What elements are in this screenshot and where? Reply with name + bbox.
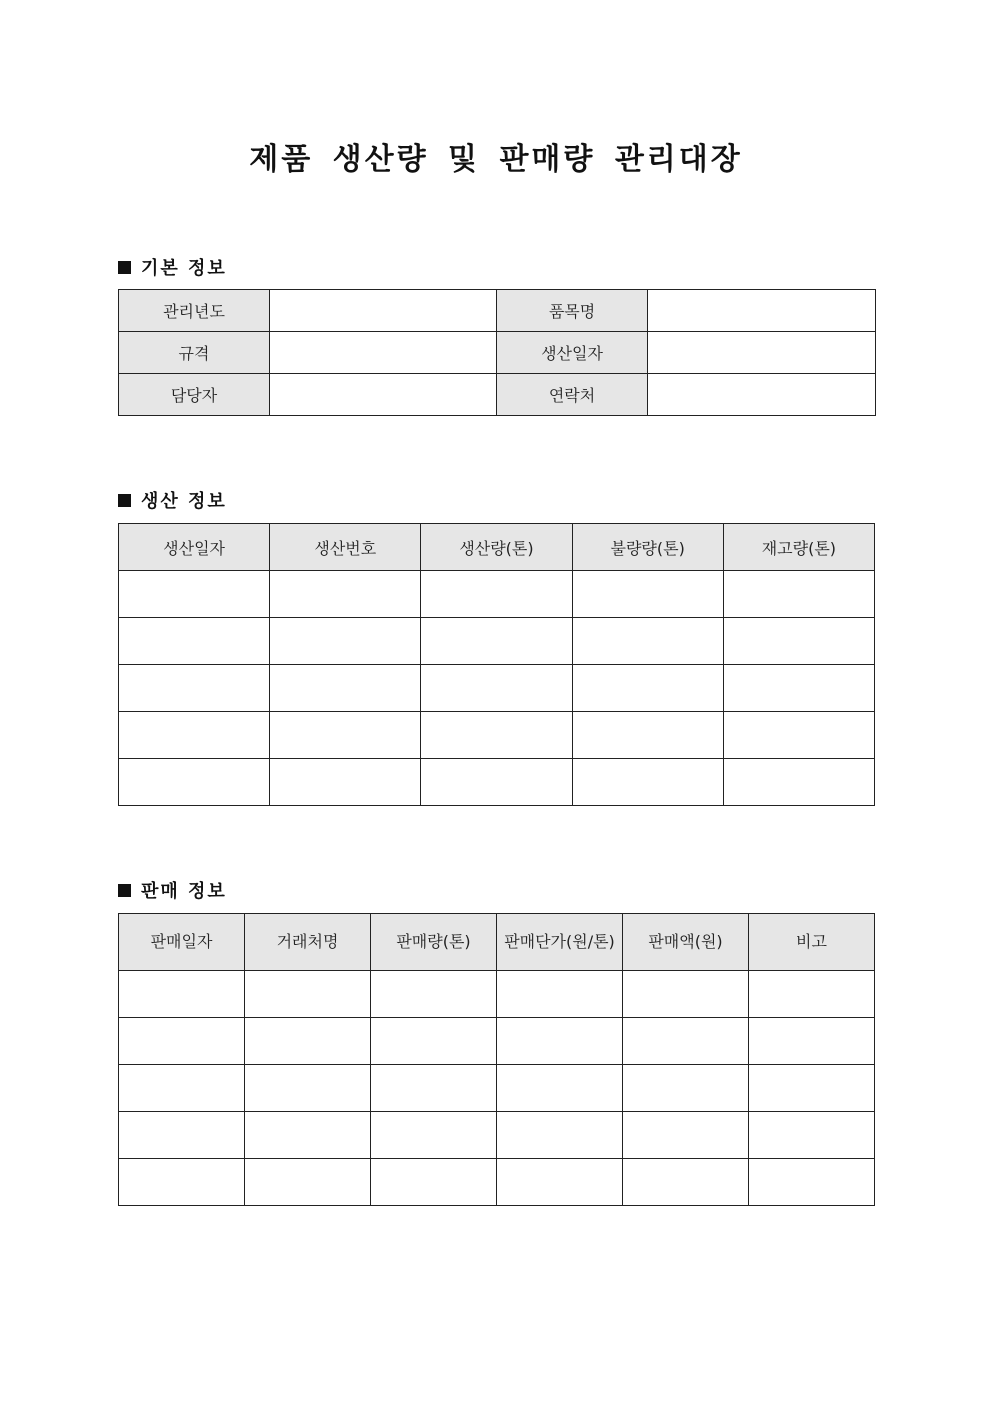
table-cell[interactable] bbox=[572, 571, 723, 618]
production-table bbox=[118, 523, 875, 806]
column-header: 판매단가(원/톤) bbox=[497, 914, 623, 971]
field-label: 품목명 bbox=[497, 290, 648, 332]
table-cell[interactable] bbox=[497, 1112, 623, 1159]
column-header: 거래처명 bbox=[245, 914, 371, 971]
table-cell[interactable] bbox=[572, 618, 723, 665]
field-value-cell[interactable] bbox=[648, 332, 876, 374]
table-cell[interactable] bbox=[623, 971, 749, 1018]
column-header: 재고량(톤) bbox=[723, 524, 874, 571]
table-row bbox=[119, 665, 875, 712]
table-row bbox=[119, 1112, 875, 1159]
table-cell[interactable] bbox=[119, 1159, 245, 1206]
table-cell[interactable] bbox=[119, 571, 270, 618]
table-cell[interactable] bbox=[119, 618, 270, 665]
table-row bbox=[119, 712, 875, 759]
section-heading-basic bbox=[118, 254, 227, 280]
table-cell[interactable] bbox=[245, 1112, 371, 1159]
column-header: 생산일자 bbox=[119, 524, 270, 571]
column-header: 판매일자 bbox=[119, 914, 245, 971]
field-label: 생산일자 bbox=[497, 332, 648, 374]
table-cell[interactable] bbox=[371, 1112, 497, 1159]
table-cell[interactable] bbox=[421, 665, 572, 712]
table-cell[interactable] bbox=[119, 712, 270, 759]
table-cell[interactable] bbox=[723, 759, 874, 806]
table-cell[interactable] bbox=[119, 665, 270, 712]
table-cell[interactable] bbox=[119, 1112, 245, 1159]
table-cell[interactable] bbox=[270, 618, 421, 665]
table-row bbox=[119, 1159, 875, 1206]
table-cell[interactable] bbox=[119, 1018, 245, 1065]
table-cell[interactable] bbox=[723, 618, 874, 665]
field-value-cell[interactable] bbox=[648, 374, 876, 416]
field-label: 담당자 bbox=[119, 374, 270, 416]
table-cell[interactable] bbox=[497, 1018, 623, 1065]
table-cell[interactable] bbox=[623, 1159, 749, 1206]
column-header: 생산량(톤) bbox=[421, 524, 572, 571]
table-cell[interactable] bbox=[572, 712, 723, 759]
table-cell[interactable] bbox=[270, 759, 421, 806]
table-cell[interactable] bbox=[270, 712, 421, 759]
table-cell[interactable] bbox=[749, 971, 875, 1018]
field-label: 규격 bbox=[119, 332, 270, 374]
table-row bbox=[119, 971, 875, 1018]
field-value-cell[interactable] bbox=[270, 374, 497, 416]
table-cell[interactable] bbox=[749, 1159, 875, 1206]
column-header: 생산번호 bbox=[270, 524, 421, 571]
table-cell[interactable] bbox=[497, 1065, 623, 1112]
table-cell[interactable] bbox=[572, 759, 723, 806]
table-cell[interactable] bbox=[749, 1112, 875, 1159]
column-header: 판매량(톤) bbox=[371, 914, 497, 971]
basic-info-row bbox=[119, 374, 876, 416]
field-label: 연락처 bbox=[497, 374, 648, 416]
column-header: 판매액(원) bbox=[623, 914, 749, 971]
table-cell[interactable] bbox=[497, 1159, 623, 1206]
section-heading-sales bbox=[118, 877, 227, 903]
table-cell[interactable] bbox=[371, 1018, 497, 1065]
sales-header-row bbox=[119, 914, 875, 971]
document-title: 제품 생산량 및 판매량 관리대장 bbox=[249, 142, 743, 177]
table-cell[interactable] bbox=[245, 971, 371, 1018]
table-cell[interactable] bbox=[119, 1065, 245, 1112]
table-cell[interactable] bbox=[421, 712, 572, 759]
table-cell[interactable] bbox=[623, 1112, 749, 1159]
table-cell[interactable] bbox=[723, 571, 874, 618]
section-heading-basic-label: 기본 정보 bbox=[141, 258, 227, 279]
section-heading-production bbox=[118, 487, 227, 513]
table-cell[interactable] bbox=[749, 1018, 875, 1065]
table-row bbox=[119, 1065, 875, 1112]
column-header: 비고 bbox=[749, 914, 875, 971]
basic-info-row bbox=[119, 332, 876, 374]
table-cell[interactable] bbox=[270, 571, 421, 618]
field-value-cell[interactable] bbox=[648, 290, 876, 332]
column-header: 불량량(톤) bbox=[572, 524, 723, 571]
table-row bbox=[119, 1018, 875, 1065]
table-cell[interactable] bbox=[749, 1065, 875, 1112]
table-row bbox=[119, 759, 875, 806]
table-cell[interactable] bbox=[119, 971, 245, 1018]
table-cell[interactable] bbox=[421, 571, 572, 618]
section-heading-sales-label: 판매 정보 bbox=[141, 881, 227, 902]
table-cell[interactable] bbox=[371, 1065, 497, 1112]
basic-info-row bbox=[119, 290, 876, 332]
table-cell[interactable] bbox=[421, 618, 572, 665]
table-cell[interactable] bbox=[270, 665, 421, 712]
table-cell[interactable] bbox=[245, 1065, 371, 1112]
table-cell[interactable] bbox=[623, 1065, 749, 1112]
table-cell[interactable] bbox=[572, 665, 723, 712]
square-bullet-icon bbox=[118, 884, 131, 897]
table-row bbox=[119, 571, 875, 618]
basic-info-table bbox=[118, 289, 876, 416]
table-cell[interactable] bbox=[723, 665, 874, 712]
table-row bbox=[119, 618, 875, 665]
table-cell[interactable] bbox=[371, 1159, 497, 1206]
section-heading-production-label: 생산 정보 bbox=[141, 491, 227, 512]
table-cell[interactable] bbox=[421, 759, 572, 806]
square-bullet-icon bbox=[118, 494, 131, 507]
sales-table bbox=[118, 913, 875, 1206]
field-value-cell[interactable] bbox=[270, 332, 497, 374]
square-bullet-icon bbox=[118, 261, 131, 274]
table-cell[interactable] bbox=[119, 759, 270, 806]
table-cell[interactable] bbox=[371, 971, 497, 1018]
production-header-row bbox=[119, 524, 875, 571]
field-label: 관리년도 bbox=[119, 290, 270, 332]
table-cell[interactable] bbox=[245, 1018, 371, 1065]
table-cell[interactable] bbox=[723, 712, 874, 759]
field-value-cell[interactable] bbox=[270, 290, 497, 332]
table-cell[interactable] bbox=[245, 1159, 371, 1206]
table-cell[interactable] bbox=[623, 1018, 749, 1065]
table-cell[interactable] bbox=[497, 971, 623, 1018]
